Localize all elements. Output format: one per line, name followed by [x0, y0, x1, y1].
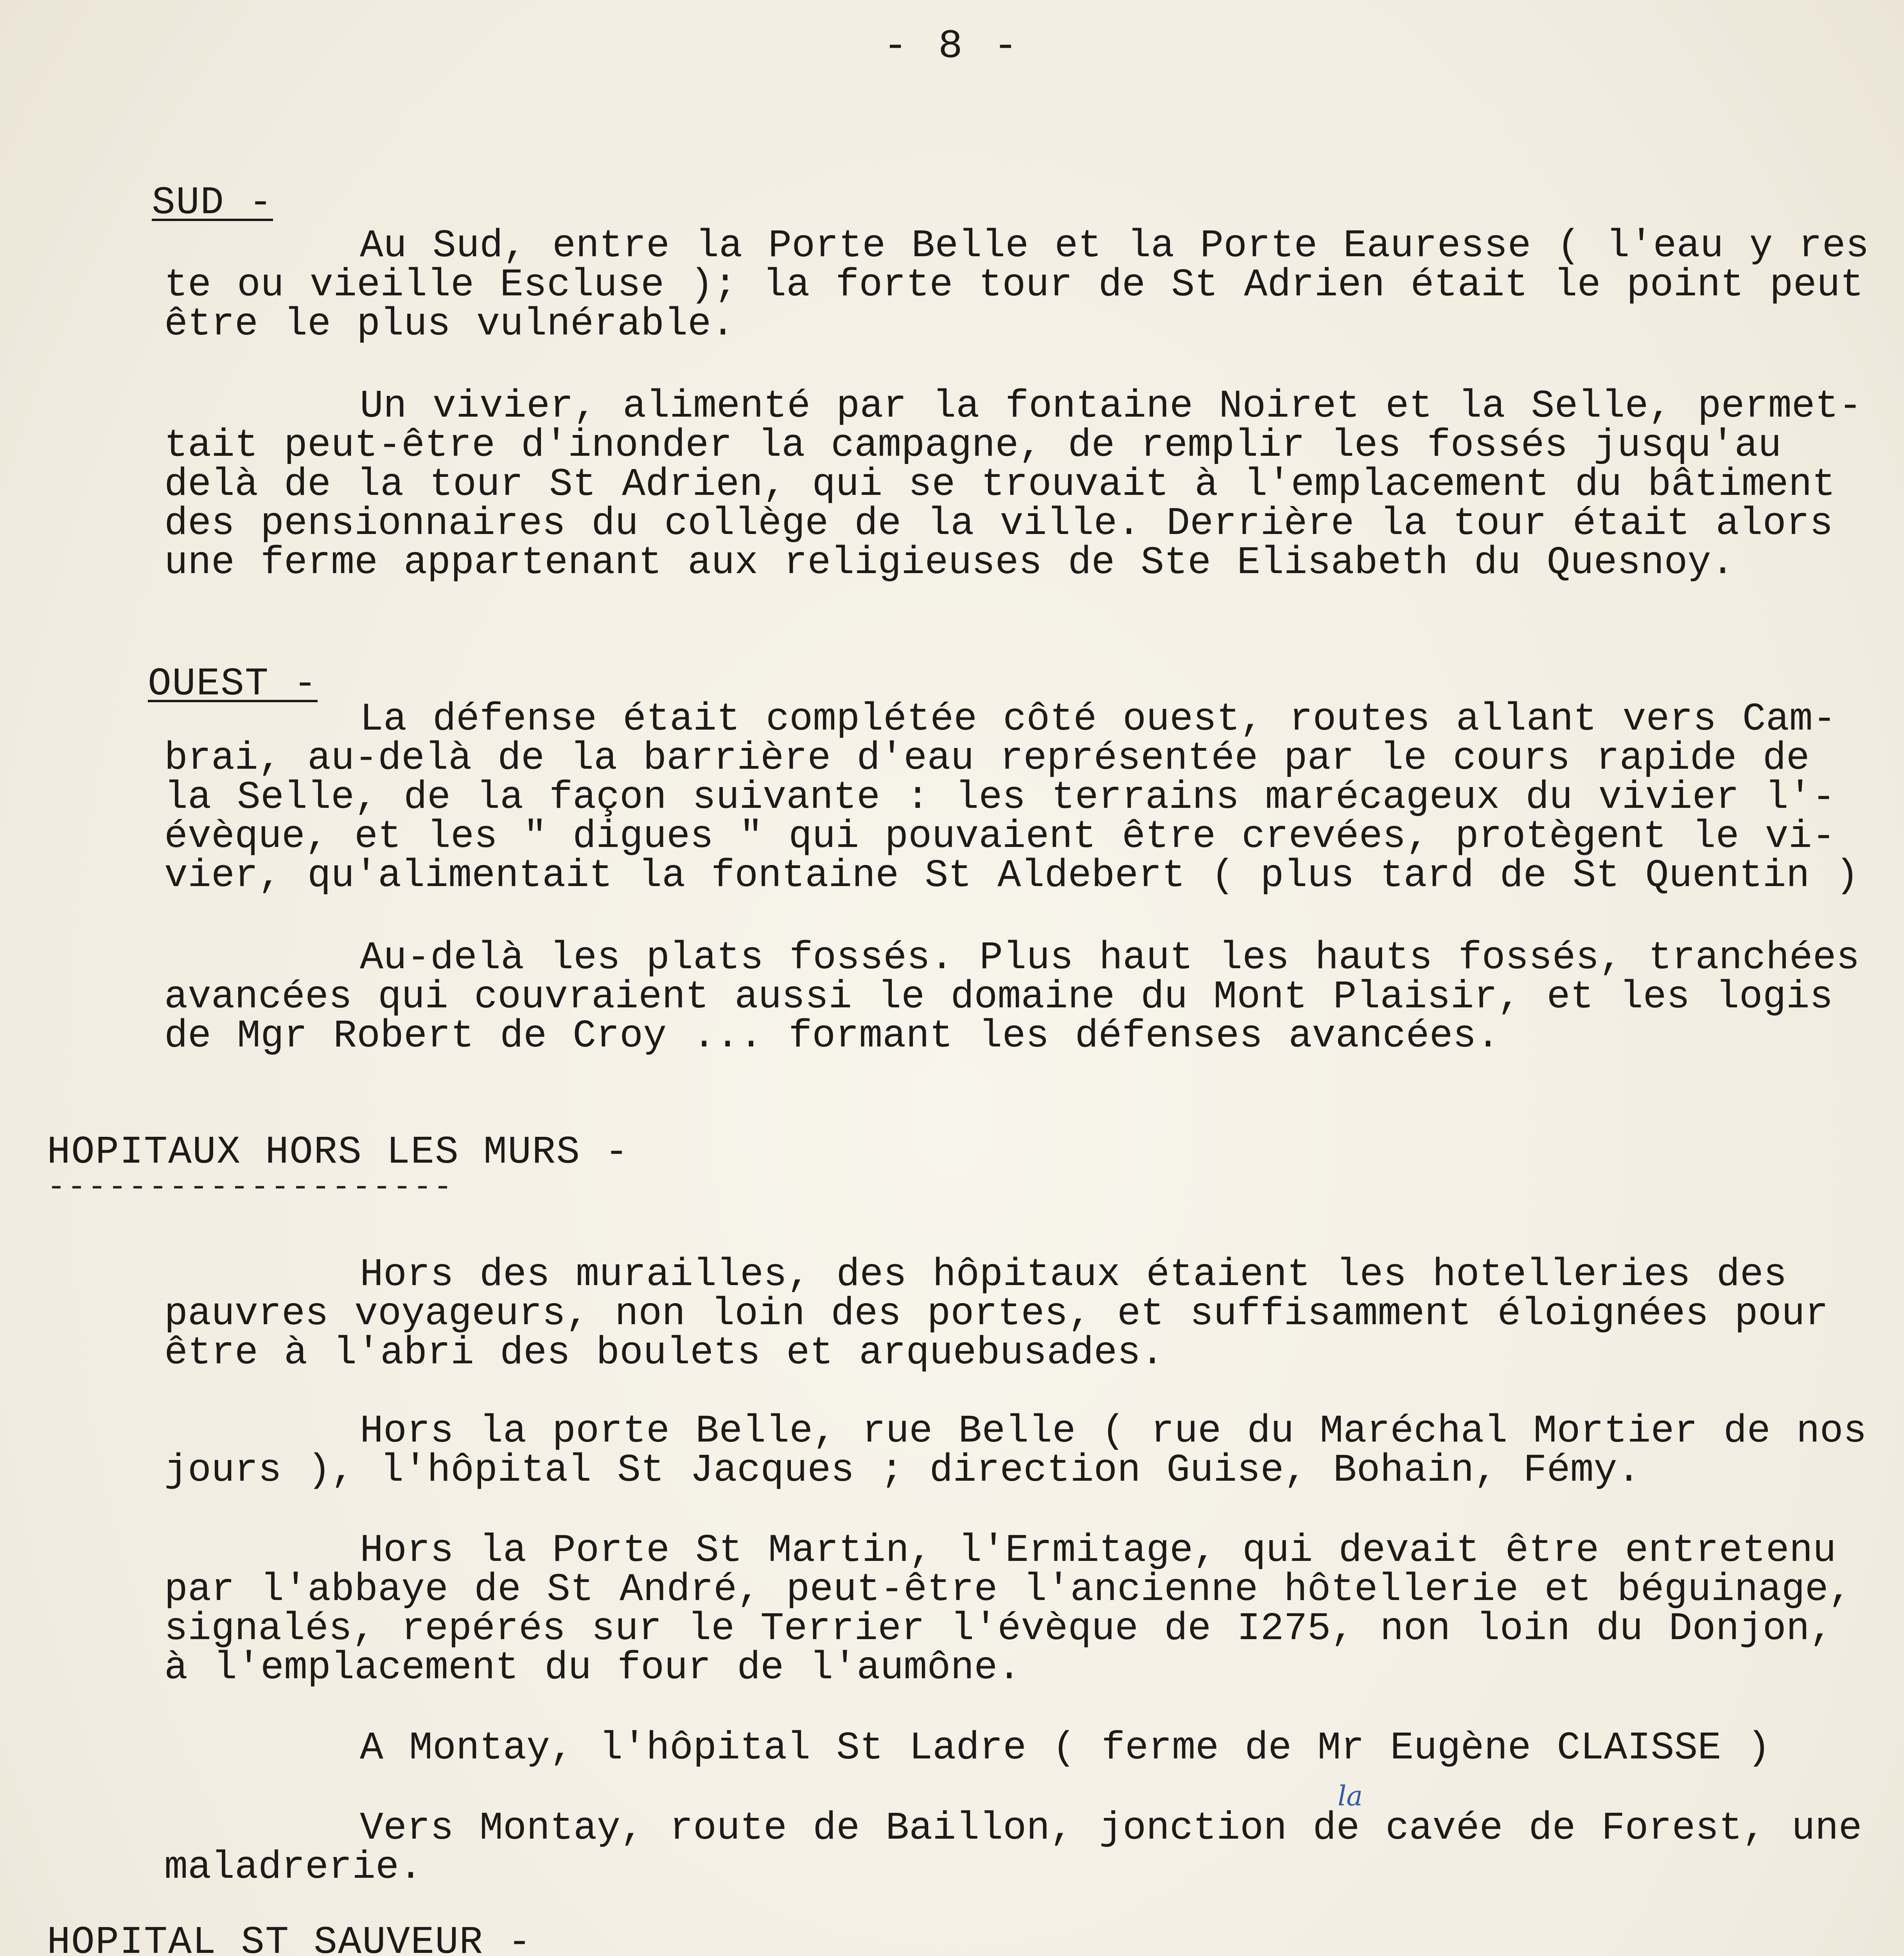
text-line: des pensionnaires du collège de la ville. Derrière la tour était alors [164, 502, 1833, 546]
paragraph-ouest-2 [164, 936, 1860, 1059]
text-line: la Selle, de la façon suivante : les terrains marécageux du vivier l'- [164, 776, 1836, 820]
paragraph-hopitaux-3 [164, 1529, 1852, 1690]
text-line: par l'abbaye de St André, peut-être l'ancienne hôtellerie et béguinage, [164, 1568, 1852, 1612]
page-number: - 8 - [883, 23, 1021, 70]
text-line: La défense était complétée côté ouest, routes allant vers Cam- [360, 698, 1836, 742]
text-line: Au Sud, entre la Porte Belle et la Porte Eauresse ( l'eau y res [360, 224, 1869, 268]
text-line: être le plus vulnérable. [164, 302, 735, 347]
text-line: Hors la Porte St Martin, l'Ermitage, qui devait être entretenu [360, 1529, 1836, 1573]
text-line: brai, au-delà de la barrière d'eau représentée par le cours rapide de [164, 737, 1810, 781]
heading-sud-text: SUD - [152, 181, 273, 225]
text-line: Au-delà les plats fossés. Plus haut les hauts fossés, tranchées [360, 936, 1860, 980]
heading-hopitaux: HOPITAUX HORS LES MURS - [47, 1131, 629, 1175]
text-line: maladrerie. [164, 1846, 423, 1890]
paragraph-sud-1 [164, 224, 1869, 347]
text-line: signalés, repérés sur le Terrier l'évèque de I275, non loin du Donjon, [164, 1607, 1833, 1651]
paragraph-hopitaux-2 [164, 1409, 1867, 1493]
heading-sauveur: HOPITAL ST SAUVEUR - [47, 1921, 532, 1956]
text-line: delà de la tour St Adrien, qui se trouvait à l'emplacement du bâtiment [164, 463, 1836, 507]
paragraph-hopitaux-1 [164, 1253, 1842, 1375]
text-line: pauvres voyageurs, non loin des portes, et suffisamment éloignées pour [164, 1292, 1829, 1336]
paragraph-ouest-1 [164, 698, 1859, 898]
heading-ouest-text: OUEST - [148, 662, 318, 707]
text-line: A Montay, l'hôpital St Ladre ( ferme de Mr Eugène CLAISSE ) [360, 1726, 1771, 1771]
text-line: évèque, et les " digues " qui pouvaient être crevées, protègent le vi- [164, 815, 1836, 859]
text-line: te ou vieille Escluse ); la forte tour de St Adrien était le point peut [164, 263, 1864, 307]
text-line: Vers Montay, route de Baillon, jonction de cavée de Forest, une [360, 1807, 1862, 1851]
handwritten-annotation: la [1338, 1780, 1363, 1812]
text-line: Hors la porte Belle, rue Belle ( rue du Maréchal Mortier de nos [360, 1409, 1867, 1454]
text-line: Hors des murailles, des hôpitaux étaient les hotelleries des [360, 1253, 1787, 1297]
paragraph-hopitaux-5 [164, 1807, 1862, 1890]
paragraph-hopitaux-4 [164, 1726, 1842, 1771]
text-line: vier, qu'alimentait la fontaine St Aldebert ( plus tard de St Quentin ) [164, 854, 1859, 898]
text-line: de Mgr Robert de Croy ... formant les défenses avancées. [164, 1014, 1500, 1059]
text-line: Un vivier, alimenté par la fontaine Noiret et la Selle, permet- [360, 385, 1862, 429]
text-line: être à l'abri des boulets et arquebusades. [164, 1331, 1164, 1375]
text-line: à l'emplacement du four de l'aumône. [164, 1646, 1021, 1690]
paragraph-sud-2 [164, 385, 1862, 585]
heading-hopitaux-underline: -------------------- [47, 1170, 454, 1205]
text-line: jours ), l'hôpital St Jacques ; direction Guise, Bohain, Fémy. [164, 1449, 1641, 1493]
text-line: avancées qui couvraient aussi le domaine du Mont Plaisir, et les logis [164, 975, 1833, 1019]
text-line: une ferme appartenant aux religieuses de Ste Elisabeth du Quesnoy. [164, 541, 1735, 585]
text-line: tait peut-être d'inonder la campagne, de remplir les fossés jusqu'au [164, 424, 1782, 468]
